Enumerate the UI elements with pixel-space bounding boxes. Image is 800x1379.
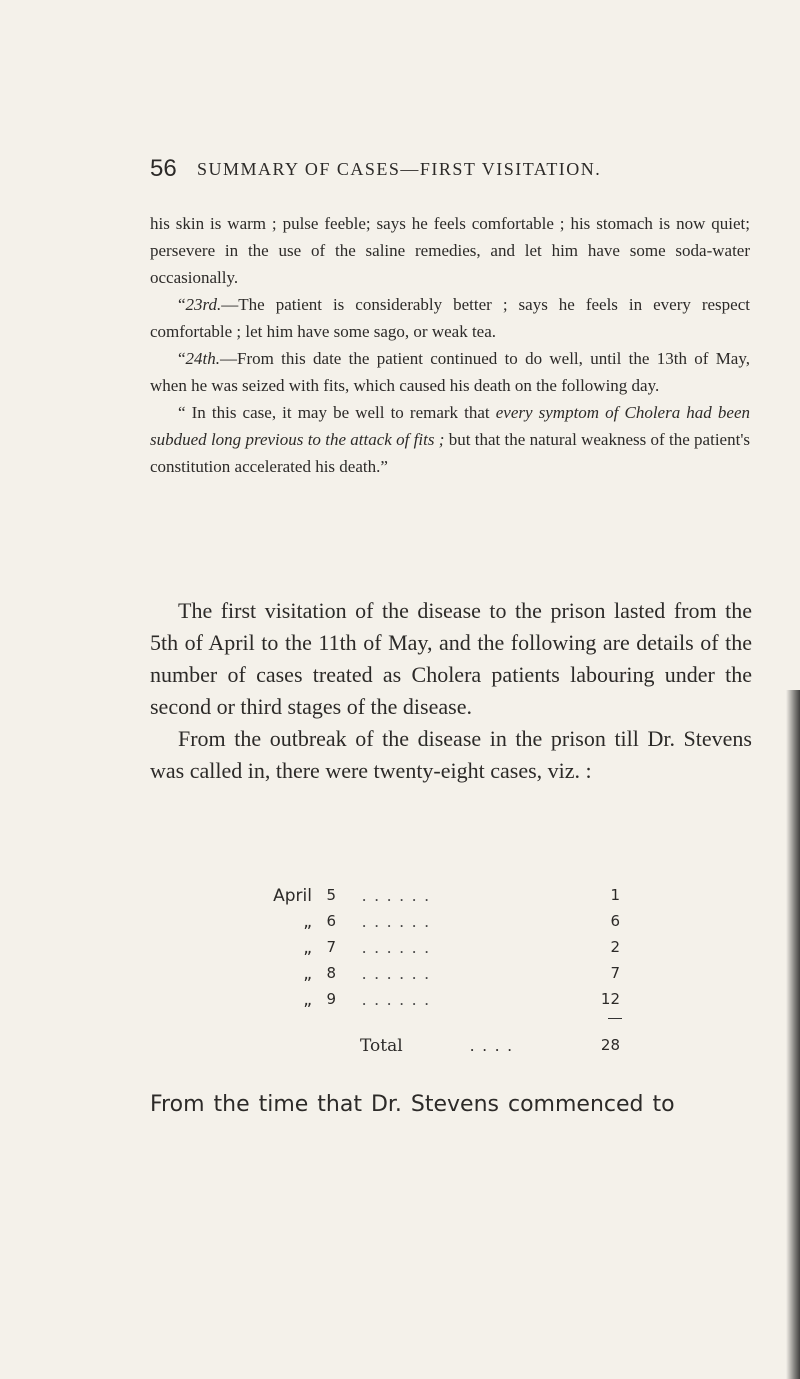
day-cell: 8 — [326, 964, 336, 982]
table-row — [240, 938, 620, 964]
paragraph — [150, 291, 750, 345]
day-cell: 7 — [326, 938, 336, 956]
month-cell: „ — [303, 912, 312, 932]
page-edge-shadow — [786, 690, 800, 1379]
dot-leader: . . . . . . — [362, 938, 431, 957]
quote-mark: “ — [178, 349, 186, 368]
table-row — [240, 990, 620, 1016]
text-segment: but that the natural weakness of the patient's constitution accelerated his death.” — [150, 430, 750, 476]
dot-leader: . . . . . . — [362, 912, 431, 931]
page-header — [150, 155, 750, 189]
day-cell: 6 — [326, 912, 336, 930]
day-cell: 9 — [326, 990, 336, 1008]
total-row — [240, 1036, 620, 1062]
count-cell: 2 — [610, 938, 620, 956]
quote-mark: “ — [178, 295, 186, 314]
entry-text: —The patient is considerably better ; says he feels in every respect comfortable ; let him have some sago, or weak tea. — [150, 295, 750, 341]
paragraph: The first visitation of the disease to the prison lasted from the 5th of April to the 11th of May, and the following are details of the number of cases treated as Cholera patients labouring under the second or third stages of the disease. — [150, 598, 752, 719]
text-segment: “ In this case, it may be well to remark that — [178, 403, 496, 422]
entry-date: 23rd. — [185, 295, 222, 314]
count-cell: 1 — [610, 886, 620, 904]
count-cell: 7 — [610, 964, 620, 982]
quoted-case-passage — [150, 210, 750, 480]
entry-text: —From this date the patient continued to do well, until the 13th of May, when he was seized with fits, which caused his death on the following day. — [150, 349, 750, 395]
paragraph — [150, 345, 750, 399]
month-cell: „ — [303, 938, 312, 958]
dot-leader: . . . . — [470, 1036, 514, 1055]
total-value: 28 — [600, 1036, 620, 1054]
month-cell: „ — [303, 964, 312, 984]
page-number: 56 — [150, 155, 177, 182]
cases-table — [240, 886, 620, 1016]
month-cell: April — [273, 886, 312, 906]
continuation-line: From the time that Dr. Stevens commenced to — [150, 1092, 675, 1117]
month-cell: „ — [303, 990, 312, 1010]
dot-leader: . . . . . . — [362, 990, 431, 1009]
running-title: SUMMARY OF CASES—FIRST VISITATION. — [197, 159, 602, 179]
dot-leader: . . . . . . — [362, 964, 431, 983]
paragraph — [150, 399, 750, 480]
entry-date: 24th. — [185, 349, 221, 368]
paragraph: his skin is warm ; pulse feeble; says he feels comfortable ; his stomach is now quiet; persevere in the use of the saline remedies, and let him have some soda-water occasionally. — [150, 214, 750, 287]
day-cell: 5 — [326, 886, 336, 904]
total-label: Total — [360, 1036, 403, 1056]
dot-leader: . . . . . . — [362, 886, 431, 905]
italic-segment: every symptom of Cholera had been subdued long previous to the attack of fits ; — [150, 403, 750, 449]
total-rule — [608, 1018, 622, 1019]
table-row — [240, 912, 620, 938]
paragraph: From the outbreak of the disease in the prison till Dr. Stevens was called in, there were twenty-eight cases, viz. : — [150, 726, 752, 783]
main-text — [150, 595, 752, 787]
table-row — [240, 886, 620, 912]
count-cell: 12 — [600, 990, 620, 1008]
table-row — [240, 964, 620, 990]
count-cell: 6 — [610, 912, 620, 930]
